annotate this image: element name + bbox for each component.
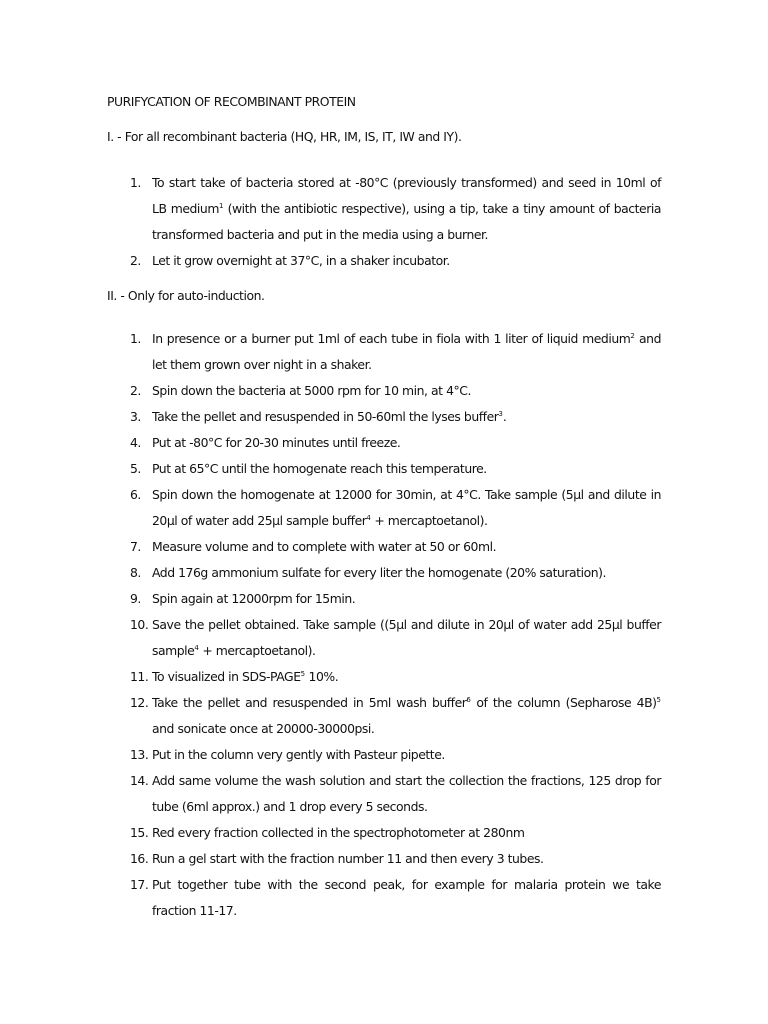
step-text-segment: To visualized in SDS-PAGE [152, 669, 301, 684]
step-number: 1. [130, 175, 141, 190]
step-number: 3. [130, 409, 141, 424]
steps-list-2 [0, 326, 768, 924]
step-number: 14. [130, 773, 149, 788]
step-text [152, 404, 661, 430]
footnote-ref: 4 [194, 644, 199, 652]
step-number: 2. [130, 383, 141, 398]
step-number: 1. [130, 331, 141, 346]
step-number: 6. [130, 487, 141, 502]
step-text-segment: Measure volume and to complete with water at 50 or 60ml. [152, 539, 497, 554]
step-text [152, 846, 661, 872]
step-text-segment: of the column (Sepharose 4B) [470, 695, 657, 710]
step-item [0, 612, 768, 664]
step-text [152, 170, 661, 248]
step-text-segment: In presence or a burner put 1ml of each tube in fiola with 1 liter of liquid medium [152, 331, 631, 346]
step-text [152, 768, 661, 820]
footnote-ref: 5 [656, 696, 662, 704]
step-text-segment: and sonicate once at 20000-30000psi. [152, 721, 375, 736]
steps-list-1 [0, 170, 768, 274]
step-text-segment: Take the pellet and resuspended in 5ml wash buffer [152, 695, 467, 710]
step-text-segment: and let them grown over night in a shaker. [152, 331, 661, 372]
step-text [152, 560, 661, 586]
step-item [0, 534, 768, 560]
step-number: 10. [130, 617, 149, 632]
step-item [0, 170, 768, 248]
step-item [0, 768, 768, 820]
step-text-segment: . [502, 409, 507, 424]
step-text-segment: + mercaptoetanol). [370, 513, 488, 528]
step-text-segment: (with the antibiotic respective), using a tip, take a tiny amount of bacteria transformed bacteria and put in the media using a burner. [152, 201, 661, 242]
step-item [0, 742, 768, 768]
step-item [0, 820, 768, 846]
step-text [152, 534, 661, 560]
step-number: 7. [130, 539, 141, 554]
footnote-ref: 3 [498, 410, 503, 418]
step-item [0, 872, 768, 924]
step-text [152, 326, 661, 378]
step-text-segment: 10%. [305, 669, 339, 684]
footnote-ref: 4 [366, 514, 371, 522]
step-item [0, 326, 768, 378]
step-text [152, 430, 661, 456]
step-text-segment: Spin down the bacteria at 5000 rpm for 10 min, at 4°C. [152, 383, 471, 398]
step-text [152, 742, 661, 768]
step-text [152, 248, 661, 274]
step-item [0, 586, 768, 612]
section-heading-1: I. - For all recombinant bacteria (HQ, HR, IM, IS, IT, IW and IY). [107, 129, 462, 144]
step-number: 15. [130, 825, 149, 840]
step-text [152, 612, 661, 664]
step-number: 11. [130, 669, 149, 684]
step-number: 13. [130, 747, 149, 762]
step-text-segment: Put together tube with the second peak, for example for malaria protein we take fraction 11-17. [152, 877, 661, 918]
section-heading-2: II. - Only for auto-induction. [107, 288, 265, 303]
step-item [0, 430, 768, 456]
step-text-segment: Put in the column very gently with Pasteur pipette. [152, 747, 445, 762]
step-text [152, 456, 661, 482]
step-text-segment: Take the pellet and resuspended in 50-60ml the lyses buffer [152, 409, 499, 424]
step-item [0, 378, 768, 404]
footnote-ref: 2 [630, 332, 635, 340]
step-number: 16. [130, 851, 149, 866]
step-item [0, 404, 768, 430]
step-text [152, 820, 661, 846]
footnote-ref: 5 [300, 670, 306, 678]
step-number: 12. [130, 695, 149, 710]
step-text [152, 482, 661, 534]
step-text [152, 664, 661, 690]
step-text-segment: To start take of bacteria stored at -80°C (previously transformed) and seed in 10ml of LB medium [152, 175, 661, 216]
step-text-segment: Run a gel start with the fraction number 11 and then every 3 tubes. [152, 851, 544, 866]
step-number: 4. [130, 435, 141, 450]
step-text-segment: + mercaptoetanol). [198, 643, 316, 658]
step-text-segment: Spin again at 12000rpm for 15min. [152, 591, 356, 606]
step-number: 9. [130, 591, 141, 606]
step-text [152, 586, 661, 612]
step-text-segment: Red every fraction collected in the spectrophotometer at 280nm [152, 825, 525, 840]
step-number: 8. [130, 565, 141, 580]
step-text-segment: Add 176g ammonium sulfate for every liter the homogenate (20% saturation). [152, 565, 606, 580]
document-title: PURIFYCATION OF RECOMBINANT PROTEIN [107, 94, 356, 109]
step-item [0, 248, 768, 274]
footnote-ref: 1 [218, 202, 224, 210]
step-text [152, 378, 661, 404]
step-number: 2. [130, 253, 141, 268]
step-text-segment: Put at -80°C for 20-30 minutes until freeze. [152, 435, 401, 450]
step-text-segment: Let it grow overnight at 37°C, in a shaker incubator. [152, 253, 450, 268]
step-text [152, 872, 661, 924]
step-text-segment: Add same volume the wash solution and start the collection the fractions, 125 drop for tube (6ml approx.) and 1 drop every 5 seconds. [152, 773, 661, 814]
step-number: 17. [130, 877, 149, 892]
step-item [0, 664, 768, 690]
step-item [0, 846, 768, 872]
footnote-ref: 6 [466, 696, 471, 704]
step-text-segment: Put at 65°C until the homogenate reach this temperature. [152, 461, 487, 476]
step-item [0, 456, 768, 482]
step-number: 5. [130, 461, 141, 476]
step-item [0, 560, 768, 586]
step-item [0, 690, 768, 742]
step-text-segment: Spin down the homogenate at 12000 for 30min, at 4°C. Take sample (5µl and dilute in 20µl of water add 25µl sample buffer [152, 487, 661, 528]
step-item [0, 482, 768, 534]
step-text-segment: Save the pellet obtained. Take sample ((5µl and dilute in 20µl of water add 25µl buffer sample [152, 617, 661, 658]
step-text [152, 690, 661, 742]
